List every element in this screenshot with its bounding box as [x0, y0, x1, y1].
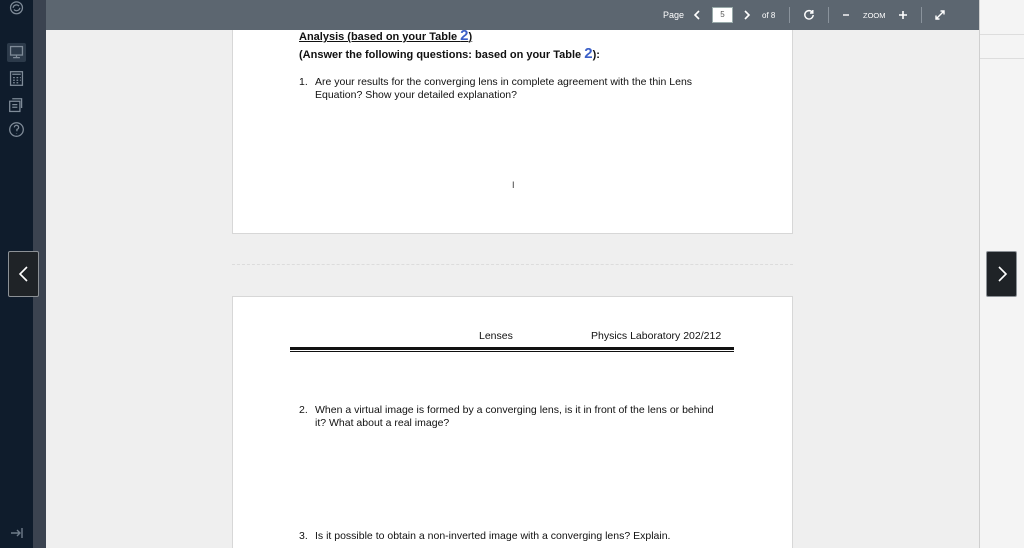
zoom-label: ZOOM — [863, 11, 886, 20]
header-rule-thin — [290, 351, 734, 352]
running-header-right: Physics Laboratory 202/212 — [591, 330, 722, 342]
question-1-number: 1. — [299, 76, 308, 88]
answer-heading — [299, 45, 600, 62]
page-number-input[interactable]: 5 — [712, 7, 733, 23]
zoom-in-button[interactable] — [895, 6, 911, 24]
next-page-arrow[interactable] — [986, 251, 1017, 297]
analysis-heading-close: ) — [468, 31, 473, 43]
running-header-left: Lenses — [479, 330, 513, 342]
help-icon[interactable] — [7, 120, 26, 139]
calculator-icon[interactable] — [7, 69, 26, 88]
answer-table-number: 2 — [584, 45, 593, 62]
prev-page-button[interactable] — [689, 6, 705, 24]
next-page-button[interactable] — [739, 6, 755, 24]
toolbar-divider — [789, 7, 790, 23]
zoom-out-button[interactable] — [838, 6, 854, 24]
viewer-toolbar — [46, 0, 979, 30]
analysis-heading — [299, 27, 473, 44]
toolbar-divider — [828, 7, 829, 23]
document-page-2 — [232, 296, 793, 548]
question-2-number: 2. — [299, 404, 308, 416]
analysis-heading-text: Analysis (based on your Table — [299, 31, 461, 43]
question-1-text: Are your results for the converging lens in complete agreement with the thin Lens Equation? Show your detailed explanation? — [315, 76, 693, 101]
document-page-1 — [232, 27, 793, 234]
expand-icon[interactable] — [932, 6, 948, 24]
collapse-icon[interactable] — [9, 525, 25, 541]
previous-page-arrow[interactable] — [8, 251, 39, 297]
page-separator — [232, 264, 793, 265]
answer-heading-close: ): — [592, 49, 600, 61]
text-cursor-mark: I — [512, 180, 515, 190]
sync-icon[interactable] — [7, 0, 26, 19]
page-count: of 8 — [762, 11, 776, 20]
page-label: Page — [663, 10, 685, 20]
question-3-text: Is it possible to obtain a non-inverted image with a converging lens? Explain. — [315, 530, 671, 542]
analysis-table-number: 2 — [460, 27, 469, 44]
answer-heading-text: (Answer the following questions: based on your Table — [299, 49, 585, 61]
question-2-text: When a virtual image is formed by a converging lens, is it in front of the lens or behind it? What about a real image? — [315, 404, 714, 429]
toolbar-divider — [921, 7, 922, 23]
header-rule-thick — [290, 347, 734, 350]
screen-icon[interactable] — [7, 43, 26, 62]
rotate-button[interactable] — [801, 6, 817, 24]
clipboard-icon[interactable] — [7, 96, 26, 115]
question-3-number: 3. — [299, 530, 308, 542]
